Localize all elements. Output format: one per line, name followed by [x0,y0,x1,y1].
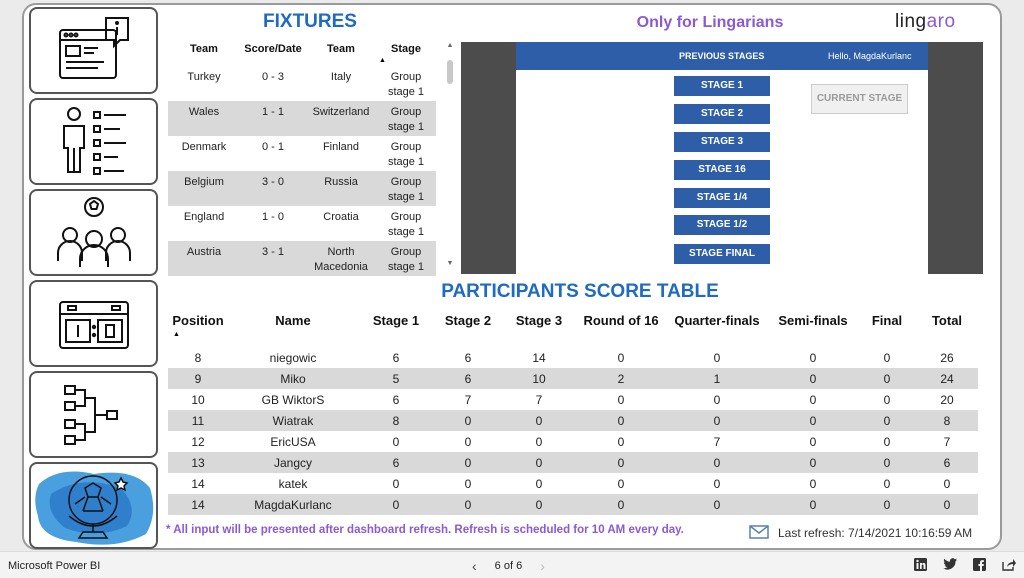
cell-position: 8 [194,350,202,365]
page-indicator: 6 of 6 [494,560,523,572]
cell-semi-finals: 0 [809,392,817,407]
refresh-note: * All input will be presented after dashboard refresh. Refresh is scheduled for 10 AM every day. [166,524,684,536]
score-row[interactable] [168,431,978,452]
cell-final: 0 [883,455,891,470]
cell-stage-1: 0 [392,497,400,512]
score-row[interactable] [168,452,978,473]
cell-total: 8 [943,413,951,428]
score-row[interactable] [168,473,978,494]
cell-stage-3: 0 [535,455,543,470]
cell-stage-2: 6 [464,371,472,386]
col-final[interactable]: Final [871,313,903,328]
col-stage-3[interactable]: Stage 3 [515,313,563,328]
col-stage-2[interactable]: Stage 2 [444,313,492,328]
cell-quarter-finals: 7 [713,434,721,449]
cell-name: EricUSA [270,434,316,449]
scroll-down-icon[interactable]: ▼ [446,260,454,267]
cell-semi-finals: 0 [809,476,817,491]
cell-stage-1: 0 [392,476,400,491]
col-round-of-16[interactable]: Round of 16 [583,313,659,328]
cell-round-of-16: 0 [617,392,625,407]
fixture-team-away: Russia [324,176,358,188]
cell-round-of-16: 0 [617,476,625,491]
cell-final: 0 [883,371,891,386]
current-stage-button[interactable]: CURRENT STAGE [811,84,908,114]
hello-user-label: Hello, MagdaKurlanc [828,51,912,61]
cell-total: 0 [943,476,951,491]
linkedin-icon[interactable] [914,558,927,571]
col-score-date[interactable]: Score/Date [244,43,302,55]
logo-text-a: lin [895,11,916,32]
scoreboard-icon [54,294,134,354]
twitter-icon[interactable] [943,558,957,570]
stage-app-embed [461,42,983,274]
cell-stage-1: 6 [392,392,400,407]
tournament-bracket-icon [59,380,129,450]
stage-button-3[interactable]: STAGE 3 [674,132,770,152]
browser-info-icon [54,16,134,86]
cell-position: 11 [191,413,205,428]
cell-total: 20 [940,392,954,407]
score-table-title: PARTICIPANTS SCORE TABLE [441,281,719,302]
cell-quarter-finals: 0 [713,455,721,470]
fixtures-title: FIXTURES [263,11,357,32]
fixture-team-away: Switzerland [312,106,370,118]
cell-round-of-16: 0 [617,455,625,470]
lingarians-banner: Only for Lingarians [636,14,784,31]
stage-app-header [516,42,928,70]
cell-semi-finals: 0 [809,413,817,428]
cell-stage-3: 14 [532,350,546,365]
fixture-stage: Group stage 1 [387,246,425,273]
fixture-team-home: Austria [186,246,222,258]
page-navigator [472,558,545,574]
fixture-team-home: England [183,211,225,223]
fixture-row[interactable] [168,241,436,276]
cell-semi-finals: 0 [809,497,817,512]
cell-position: 10 [191,392,205,407]
col-total[interactable]: Total [931,313,963,328]
cell-stage-2: 7 [464,392,472,407]
team-soccer-icon [54,195,134,271]
cell-name: MagdaKurlanc [254,497,332,512]
fixture-stage: Group stage 1 [387,106,425,133]
fixture-stage: Group stage 1 [387,71,425,98]
score-row[interactable] [168,347,978,368]
cell-stage-2: 0 [464,434,472,449]
cell-final: 0 [883,413,891,428]
fixture-row[interactable] [168,171,436,206]
cell-name: katek [278,476,308,491]
nav-scoreboard-page[interactable] [29,280,158,367]
fixture-team-away: Finland [322,141,360,153]
sort-asc-icon: ▲ [379,57,386,64]
cell-round-of-16: 0 [617,434,625,449]
cell-semi-finals: 0 [809,434,817,449]
share-icon[interactable] [1002,558,1016,571]
cell-stage-1: 8 [392,413,400,428]
cell-name: niegowic [269,350,317,365]
scroll-thumb[interactable] [447,60,453,84]
cell-semi-finals: 0 [809,371,817,386]
fixture-team-home: Turkey [187,71,221,83]
cell-position: 14 [191,497,205,512]
cell-stage-2: 0 [464,455,472,470]
score-table-header [168,313,978,328]
score-row[interactable] [168,368,978,389]
cell-final: 0 [883,350,891,365]
stage-button-7[interactable]: STAGE FINAL [674,244,770,264]
stage-button-5[interactable]: STAGE 1/4 [674,188,770,208]
cell-position: 12 [191,434,205,449]
fixture-row[interactable] [168,136,436,171]
cell-round-of-16: 0 [617,497,625,512]
fixture-score: 3 - 1 [261,246,284,258]
cell-name: Miko [280,371,306,386]
nav-team-page[interactable] [29,189,158,276]
cell-name: Jangcy [273,455,313,470]
col-semi-finals[interactable]: Semi-finals [778,313,848,328]
prev-page-icon[interactable]: ‹ [472,558,477,574]
cell-quarter-finals: 0 [713,476,721,491]
col-team-home[interactable]: Team [190,43,218,55]
last-refresh-label: Last refresh: 7/14/2021 10:16:59 AM [778,526,973,540]
scroll-up-icon[interactable]: ▲ [446,42,454,49]
cell-quarter-finals: 0 [713,413,721,428]
position-sort-icon: ▲ [173,331,180,338]
mail-icon[interactable] [749,525,769,539]
cell-stage-3: 0 [535,476,543,491]
cell-total: 6 [943,455,951,470]
fixture-team-away: Croatia [323,211,359,223]
fixture-team-home: Denmark [181,141,227,153]
fixture-score: 1 - 0 [261,211,284,223]
fixture-row[interactable] [168,101,436,136]
nav-info-page[interactable] [29,7,158,94]
stage-button-6[interactable]: STAGE 1/2 [674,215,770,235]
status-bar [0,551,1024,578]
fixture-team-home: Wales [188,106,220,118]
share-icons [914,558,1016,571]
cell-quarter-finals: 0 [713,497,721,512]
fixture-score: 0 - 1 [261,141,284,153]
fixture-stage: Group stage 1 [387,176,425,203]
col-quarter-finals[interactable]: Quarter-finals [674,313,760,328]
cell-final: 0 [883,476,891,491]
cell-semi-finals: 0 [809,350,817,365]
fixture-score: 0 - 3 [261,71,284,83]
cell-total: 26 [940,350,954,365]
cell-stage-3: 0 [535,413,543,428]
cell-total: 0 [943,497,951,512]
fixture-team-away: Italy [330,71,352,83]
nav-bracket-page[interactable] [29,371,158,458]
cell-quarter-finals: 1 [713,371,721,386]
cell-stage-3: 10 [532,371,546,386]
app-name: Microsoft Power BI [8,560,101,572]
stage-button-4[interactable]: STAGE 16 [674,160,770,180]
cell-quarter-finals: 0 [713,350,721,365]
cell-stage-2: 6 [464,350,472,365]
logo-text-o: g [915,11,927,32]
cell-total: 7 [943,434,951,449]
fixture-stage: Group stage 1 [387,141,425,168]
cell-semi-finals: 0 [809,455,817,470]
cell-stage-1: 6 [392,350,400,365]
fixture-score: 1 - 1 [261,106,284,118]
next-page-icon[interactable]: › [540,558,545,574]
cell-final: 0 [883,392,891,407]
cell-stage-1: 6 [392,455,400,470]
cell-stage-3: 0 [535,434,543,449]
logo-text-b: aro [926,11,956,32]
cell-final: 0 [883,434,891,449]
stage-button-2[interactable]: STAGE 2 [674,104,770,124]
player-stats-icon [54,104,134,180]
score-row[interactable] [168,389,978,410]
nav-players-page[interactable] [29,98,158,185]
cell-name: GB WiktorS [261,392,325,407]
cell-round-of-16: 0 [617,350,625,365]
cell-stage-2: 0 [464,497,472,512]
fixtures-header [168,43,436,65]
cell-stage-3: 7 [535,392,543,407]
score-table-rows [168,347,978,515]
cell-stage-2: 0 [464,413,472,428]
cell-position: 14 [191,476,205,491]
score-row[interactable] [168,494,978,515]
cell-final: 0 [883,497,891,512]
lingaro-logo [895,11,956,33]
cell-stage-1: 5 [392,371,400,386]
col-name[interactable]: Name [275,313,311,328]
fixture-row[interactable] [168,206,436,241]
fixture-team-away: North Macedonia [314,246,368,273]
fixture-team-home: Belgium [184,176,224,188]
col-stage[interactable]: Stage [391,43,421,55]
nav-world-page[interactable] [29,462,158,549]
facebook-icon[interactable] [973,558,986,571]
col-position[interactable]: Position [172,313,224,328]
stage-button-1[interactable]: STAGE 1 [674,76,770,96]
fixtures-rows [168,66,436,276]
cell-round-of-16: 2 [617,371,625,386]
fixture-score: 3 - 0 [261,176,284,188]
cell-position: 9 [194,371,202,386]
fixture-stage: Group stage 1 [387,211,425,238]
score-row[interactable] [168,410,978,431]
cell-stage-2: 0 [464,476,472,491]
cell-stage-3: 0 [535,497,543,512]
cell-name: Wiatrak [272,413,314,428]
cell-round-of-16: 0 [617,413,625,428]
cell-total: 24 [940,371,954,386]
cell-position: 13 [191,455,205,470]
previous-stages-label: PREVIOUS STAGES [679,51,765,61]
fixtures-scrollbar[interactable] [445,42,455,272]
fixture-row[interactable] [168,66,436,101]
cell-stage-1: 0 [392,434,400,449]
cell-quarter-finals: 0 [713,392,721,407]
globe-trophy-icon [31,464,156,547]
col-team-away[interactable]: Team [327,43,355,55]
stage-app-panel [516,42,928,274]
col-stage-1[interactable]: Stage 1 [372,313,420,328]
